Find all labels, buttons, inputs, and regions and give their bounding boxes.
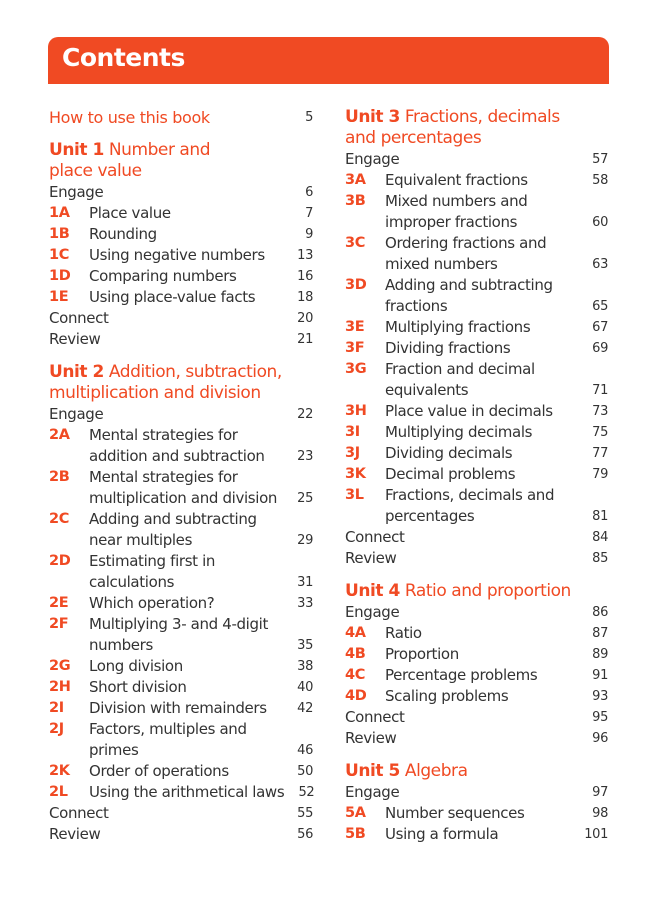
page-number: 87	[592, 626, 608, 641]
page-number: 58	[592, 173, 608, 188]
entry-title: Connect	[345, 708, 405, 726]
entry-title: Estimating first in	[89, 552, 216, 570]
page-number: 63	[592, 257, 608, 272]
page-number: 71	[592, 383, 608, 398]
lesson-row[interactable]	[49, 677, 313, 698]
entry-title: Adding and subtracting	[89, 510, 257, 528]
page-number: 97	[592, 785, 608, 800]
page-number: 20	[297, 311, 313, 326]
lesson-row[interactable]	[49, 551, 313, 572]
entry-title: Engage	[49, 405, 104, 423]
lesson-code: 2H	[49, 679, 71, 695]
lesson-row[interactable]	[345, 191, 608, 212]
lesson-row[interactable]	[345, 803, 608, 824]
lesson-row[interactable]	[49, 656, 313, 677]
lesson-code: 3E	[345, 319, 365, 335]
lesson-row[interactable]	[345, 338, 608, 359]
lesson-row[interactable]	[49, 488, 313, 509]
lesson-code: 3F	[345, 340, 365, 356]
unit-heading	[345, 581, 608, 602]
lesson-code: 3L	[345, 487, 364, 503]
entry-title: fractions	[385, 297, 448, 315]
page-number: 25	[297, 491, 313, 506]
page-number: 13	[297, 248, 313, 263]
lesson-row[interactable]	[345, 212, 608, 233]
lesson-row[interactable]	[49, 635, 313, 656]
entry-title: Engage	[49, 183, 104, 201]
unit-number: Unit 1	[49, 140, 104, 160]
lesson-code: 1B	[49, 226, 70, 242]
page-number: 60	[592, 215, 608, 230]
page-number: 67	[592, 320, 608, 335]
page-number: 16	[297, 269, 313, 284]
lesson-code: 3G	[345, 361, 367, 377]
page-number: 57	[592, 152, 608, 167]
lesson-code: 2G	[49, 658, 71, 674]
lesson-row[interactable]	[345, 401, 608, 422]
lesson-code: 3K	[345, 466, 366, 482]
unit-heading	[49, 161, 313, 182]
page-number: 89	[592, 647, 608, 662]
entry-title: Review	[49, 825, 101, 843]
lesson-row[interactable]	[345, 359, 608, 380]
lesson-row[interactable]	[345, 170, 608, 191]
lesson-row[interactable]	[345, 485, 608, 506]
entry-title: calculations	[89, 573, 175, 591]
lesson-code: 1E	[49, 289, 69, 305]
page-number: 21	[297, 332, 313, 347]
entry-title: Review	[345, 729, 397, 747]
lesson-code: 5B	[345, 826, 366, 842]
entry-title: Long division	[89, 657, 183, 675]
entry-title: equivalents	[385, 381, 469, 399]
entry-title: Mental strategies for	[89, 426, 238, 444]
contents-right-column	[345, 107, 608, 845]
lesson-code: 4B	[345, 646, 366, 662]
entry-title: Equivalent fractions	[385, 171, 528, 189]
contents-left-column	[49, 107, 313, 845]
page-number: 96	[592, 731, 608, 746]
entry-title: Fraction and decimal	[385, 360, 535, 378]
entry-title: Engage	[345, 603, 400, 621]
lesson-row[interactable]	[345, 233, 608, 254]
entry-title: How to use this book	[49, 108, 210, 127]
lesson-row[interactable]	[49, 287, 313, 308]
lesson-code: 3A	[345, 172, 366, 188]
page-number: 7	[305, 206, 313, 221]
section-row[interactable]	[345, 527, 608, 548]
unit-title: Fractions, decimals	[404, 107, 560, 127]
page-number: 73	[592, 404, 608, 419]
lesson-code: 2L	[49, 784, 68, 800]
lesson-code: 2F	[49, 616, 69, 632]
entry-title: Fractions, decimals and	[385, 486, 555, 504]
lesson-code: 3I	[345, 424, 360, 440]
lesson-row[interactable]	[345, 623, 608, 644]
page-number: 101	[584, 827, 608, 842]
page-number: 77	[592, 446, 608, 461]
lesson-code: 1C	[49, 247, 70, 263]
lesson-row[interactable]	[345, 644, 608, 665]
section-row[interactable]	[49, 182, 313, 203]
page-number: 46	[297, 743, 313, 758]
lesson-row[interactable]	[49, 446, 313, 467]
lesson-code: 2I	[49, 700, 64, 716]
entry-title: Mixed numbers and	[385, 192, 528, 210]
page-number: 81	[592, 509, 608, 524]
page-number: 31	[297, 575, 313, 590]
entry-title: Place value	[89, 204, 171, 222]
lesson-row[interactable]	[345, 665, 608, 686]
page-number: 22	[297, 407, 313, 422]
lesson-code: 4D	[345, 688, 367, 704]
lesson-row[interactable]	[49, 467, 313, 488]
page-number: 42	[297, 701, 313, 716]
lesson-code: 3B	[345, 193, 366, 209]
entry-title: Number sequences	[385, 804, 525, 822]
lesson-code: 1D	[49, 268, 71, 284]
section-row[interactable]	[49, 308, 313, 329]
lesson-code: 2E	[49, 595, 69, 611]
entry-title: Connect	[345, 528, 405, 546]
lesson-code: 4A	[345, 625, 366, 641]
lesson-code: 3C	[345, 235, 366, 251]
how-to-use-link[interactable]	[49, 107, 313, 128]
lesson-row[interactable]	[345, 506, 608, 527]
lesson-row[interactable]	[345, 443, 608, 464]
unit-title: place value	[49, 161, 142, 181]
section-row[interactable]	[345, 548, 608, 569]
page-number: 38	[297, 659, 313, 674]
lesson-row[interactable]	[345, 275, 608, 296]
page-number: 93	[592, 689, 608, 704]
section-row[interactable]	[49, 803, 313, 824]
section-row[interactable]	[49, 404, 313, 425]
entry-title: Using place-value facts	[89, 288, 256, 306]
lesson-row[interactable]	[49, 719, 313, 740]
entry-title: Using a formula	[385, 825, 499, 843]
page-number: 95	[592, 710, 608, 725]
entry-title: Review	[49, 330, 101, 348]
lesson-code: 3H	[345, 403, 367, 419]
entry-title: Order of operations	[89, 762, 229, 780]
lesson-row[interactable]	[345, 380, 608, 401]
entry-title: Connect	[49, 804, 109, 822]
lesson-row[interactable]	[49, 266, 313, 287]
lesson-code: 2A	[49, 427, 70, 443]
page-number: 65	[592, 299, 608, 314]
contents-banner	[48, 37, 609, 84]
lesson-row[interactable]	[345, 422, 608, 443]
lesson-code: 2J	[49, 721, 64, 737]
unit-number: Unit 3	[345, 107, 400, 127]
lesson-row[interactable]	[49, 509, 313, 530]
lesson-row[interactable]	[49, 614, 313, 635]
entry-title: Multiplying 3- and 4-digit	[89, 615, 269, 633]
page-number: 84	[592, 530, 608, 545]
lesson-row[interactable]	[49, 530, 313, 551]
entry-title: Engage	[345, 150, 400, 168]
section-row[interactable]	[345, 782, 608, 803]
page-title: Contents	[62, 43, 185, 72]
entry-title: Connect	[49, 309, 109, 327]
page-number: 55	[297, 806, 313, 821]
lesson-row[interactable]	[49, 593, 313, 614]
unit-title: Addition, subtraction,	[108, 362, 282, 382]
page-number: 79	[592, 467, 608, 482]
lesson-row[interactable]	[49, 698, 313, 719]
page-number: 9	[305, 227, 313, 242]
page-number: 52	[298, 785, 315, 800]
page-number: 69	[592, 341, 608, 356]
entry-title: Factors, multiples and	[89, 720, 247, 738]
entry-title: primes	[89, 741, 139, 759]
unit-heading	[345, 761, 608, 782]
page-number: 23	[297, 449, 313, 464]
section-row[interactable]	[345, 149, 608, 170]
entry-title: Place value in decimals	[385, 402, 553, 420]
unit-title: Number and	[108, 140, 211, 160]
unit-number: Unit 2	[49, 362, 104, 382]
entry-title: Dividing fractions	[385, 339, 511, 357]
lesson-code: 5A	[345, 805, 366, 821]
entry-title: Multiplying decimals	[385, 423, 533, 441]
page-number: 56	[297, 827, 313, 842]
unit-title: multiplication and division	[49, 383, 261, 403]
lesson-code: 3J	[345, 445, 360, 461]
unit-heading	[49, 140, 313, 161]
unit-heading	[49, 383, 313, 404]
entry-title: Mental strategies for	[89, 468, 238, 486]
lesson-code: 1A	[49, 205, 70, 221]
section-row[interactable]	[49, 329, 313, 350]
entry-title: near multiples	[89, 531, 193, 549]
lesson-row[interactable]	[345, 296, 608, 317]
unit-number: Unit 5	[345, 761, 400, 781]
entry-title: numbers	[89, 636, 153, 654]
entry-title: improper fractions	[385, 213, 518, 231]
lesson-code: 2C	[49, 511, 70, 527]
lesson-row[interactable]	[345, 317, 608, 338]
entry-title: Percentage problems	[385, 666, 538, 684]
page-number: 85	[592, 551, 608, 566]
lesson-code: 3D	[345, 277, 367, 293]
page-number: 75	[592, 425, 608, 440]
entry-title: Multiplying fractions	[385, 318, 531, 336]
lesson-row[interactable]	[49, 203, 313, 224]
entry-title: Division with remainders	[89, 699, 267, 717]
unit-title: Algebra	[404, 761, 468, 781]
unit-title: and percentages	[345, 128, 482, 148]
page-number: 29	[297, 533, 313, 548]
lesson-row[interactable]	[49, 425, 313, 446]
entry-title: Which operation?	[89, 594, 215, 612]
lesson-row[interactable]	[345, 686, 608, 707]
page-number: 5	[305, 110, 313, 125]
unit-heading	[345, 128, 608, 149]
page-number: 35	[297, 638, 313, 653]
entry-title: Adding and subtracting	[385, 276, 553, 294]
entry-title: Scaling problems	[385, 687, 509, 705]
entry-title: addition and subtraction	[89, 447, 265, 465]
lesson-row[interactable]	[345, 254, 608, 275]
entry-title: Using the arithmetical laws	[89, 783, 285, 801]
entry-title: Decimal problems	[385, 465, 516, 483]
lesson-row[interactable]	[49, 224, 313, 245]
entry-title: Review	[345, 549, 397, 567]
entry-title: Ordering fractions and	[385, 234, 547, 252]
lesson-row[interactable]	[49, 761, 313, 782]
entry-title: Short division	[89, 678, 187, 696]
section-row[interactable]	[345, 602, 608, 623]
entry-title: Rounding	[89, 225, 157, 243]
section-row[interactable]	[345, 728, 608, 749]
page-number: 86	[592, 605, 608, 620]
lesson-code: 2K	[49, 763, 70, 779]
page-number: 18	[297, 290, 313, 305]
lesson-row[interactable]	[345, 824, 608, 845]
section-row[interactable]	[345, 707, 608, 728]
lesson-row[interactable]	[49, 740, 313, 761]
unit-heading	[345, 107, 608, 128]
entry-title: Engage	[345, 783, 400, 801]
page-number: 33	[297, 596, 313, 611]
page-number: 50	[297, 764, 313, 779]
lesson-code: 2B	[49, 469, 70, 485]
lesson-row[interactable]	[49, 245, 313, 266]
entry-title: Comparing numbers	[89, 267, 237, 285]
entry-title: Ratio	[385, 624, 422, 642]
lesson-row[interactable]	[345, 464, 608, 485]
unit-heading	[49, 362, 313, 383]
unit-title: Ratio and proportion	[404, 581, 571, 601]
entry-title: Using negative numbers	[89, 246, 265, 264]
unit-number: Unit 4	[345, 581, 400, 601]
lesson-row[interactable]	[49, 572, 313, 593]
entry-title: multiplication and division	[89, 489, 278, 507]
entry-title: mixed numbers	[385, 255, 498, 273]
page-number: 40	[297, 680, 313, 695]
lesson-code: 4C	[345, 667, 366, 683]
lesson-row[interactable]	[49, 782, 313, 803]
section-row[interactable]	[49, 824, 313, 845]
entry-title: Proportion	[385, 645, 459, 663]
lesson-code: 2D	[49, 553, 71, 569]
page-number: 6	[305, 185, 313, 200]
page-number: 91	[592, 668, 608, 683]
entry-title: percentages	[385, 507, 475, 525]
page-number: 98	[592, 806, 608, 821]
entry-title: Dividing decimals	[385, 444, 513, 462]
